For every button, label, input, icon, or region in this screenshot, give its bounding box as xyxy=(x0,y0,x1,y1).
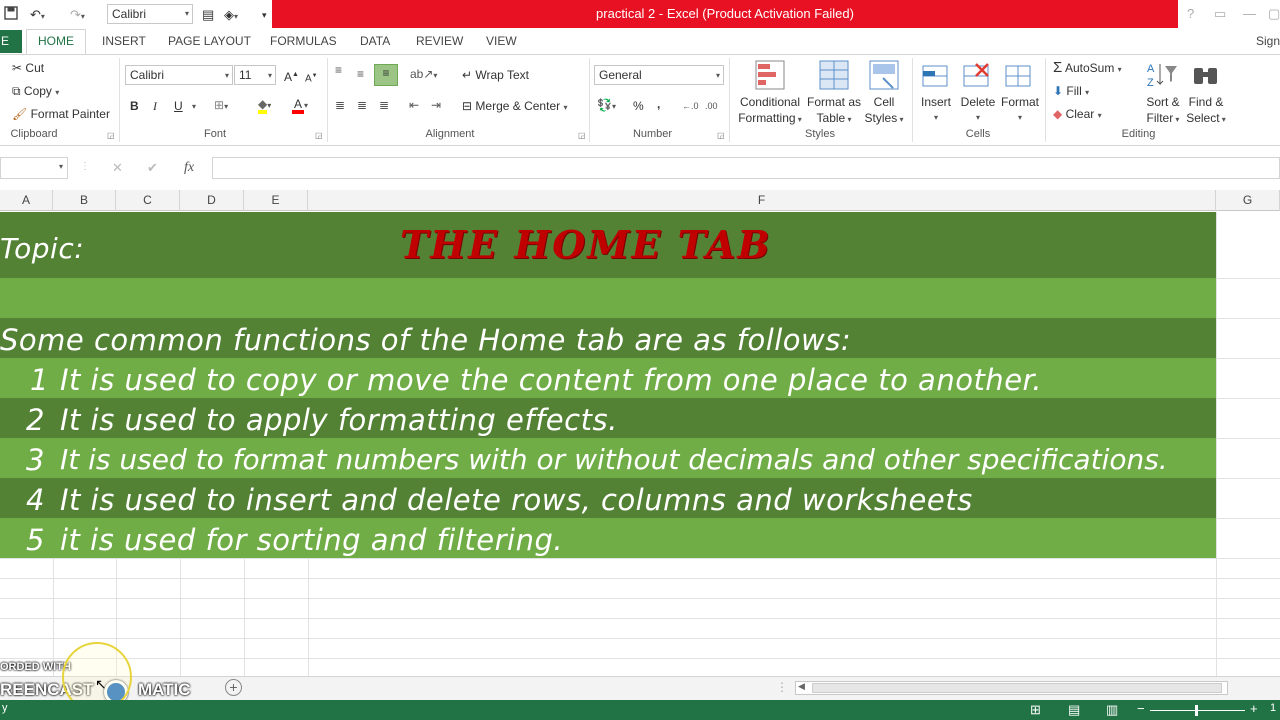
editing-group-label: Editing xyxy=(1121,128,1156,140)
conditional-formatting-label: Conditional xyxy=(739,95,801,109)
merge-center-label: Merge & Center xyxy=(475,99,561,113)
window-title: practical 2 - Excel (Product Activation Failed) xyxy=(272,0,1178,28)
svg-text:A: A xyxy=(1147,63,1155,75)
gridline xyxy=(0,618,1280,619)
font-name-combo[interactable]: Calibri ▾ xyxy=(125,65,233,85)
number-format-value: General xyxy=(599,68,642,82)
copy-label: Copy xyxy=(23,84,52,98)
status-text: y xyxy=(2,702,8,714)
mouse-cursor-icon: ↖ xyxy=(95,676,107,692)
find-select-label: Find & xyxy=(1188,95,1224,109)
delete-cells-icon xyxy=(962,60,992,93)
wrap-text-icon: ↵ xyxy=(462,68,473,82)
enter-icon[interactable]: ✔ xyxy=(147,160,158,175)
grow-font-button[interactable]: A▲ xyxy=(284,70,299,84)
insert-cells-button[interactable]: Insert ▾ xyxy=(914,94,958,126)
column-header-g[interactable]: G xyxy=(1216,190,1280,211)
sign-in-link[interactable]: Sign xyxy=(1256,34,1280,48)
autosum-label: AutoSum xyxy=(1064,61,1115,75)
dialog-launcher-icon[interactable]: ◲ xyxy=(717,131,725,140)
shrink-font-button[interactable]: A▼ xyxy=(305,73,318,85)
tab-formulas[interactable]: FORMULAS xyxy=(270,34,337,48)
insert-function-icon[interactable]: fx xyxy=(184,160,195,175)
cell-styles-icon xyxy=(869,60,901,95)
dialog-launcher-icon[interactable]: ◲ xyxy=(578,131,586,140)
tab-insert[interactable]: INSERT xyxy=(102,34,146,48)
tab-view[interactable]: VIEW xyxy=(486,34,517,48)
font-color-button[interactable]: A ▾ xyxy=(292,96,308,114)
decrease-decimal-icon[interactable]: .00 xyxy=(705,101,718,111)
clear-button[interactable]: ◆ Clear ▾ xyxy=(1053,107,1102,121)
blank-row[interactable] xyxy=(0,278,1216,318)
fill-label: Fill xyxy=(1066,84,1082,98)
orientation-icon[interactable]: ab↗▾ xyxy=(410,67,438,81)
item-text: It is used to format numbers with or without decimals and other specifications. xyxy=(60,443,1168,476)
column-header-d[interactable]: D xyxy=(180,190,244,211)
watermark-line2: REENCAST xyxy=(0,680,94,699)
column-header-f[interactable]: F xyxy=(308,190,1216,211)
dialog-launcher-icon[interactable]: ◲ xyxy=(107,131,115,140)
gridline xyxy=(0,638,1280,639)
watermark-line1: ORDED WITH xyxy=(0,661,71,673)
copy-icon: ⧉ xyxy=(12,84,21,98)
wrap-text-button[interactable] xyxy=(462,67,529,83)
column-header-e[interactable]: E xyxy=(244,190,308,211)
accounting-icon[interactable]: 💱▾ xyxy=(597,98,616,112)
scroll-thumb[interactable] xyxy=(812,683,1222,693)
tab-review[interactable]: REVIEW xyxy=(416,34,464,48)
gridline xyxy=(1216,438,1280,439)
format-as-table-button[interactable]: Format as Table ▾ xyxy=(806,95,861,125)
watermark-line3: MATIC xyxy=(138,680,191,699)
divider xyxy=(327,58,328,142)
binoculars-icon xyxy=(1191,60,1221,93)
page-break-view-icon[interactable]: ▥ xyxy=(1106,702,1119,717)
item-text: It is used to insert and delete rows, columns and worksheets xyxy=(60,483,973,517)
zoom-level[interactable]: 1 xyxy=(1270,702,1277,714)
wrap-text-label: Wrap Text xyxy=(475,68,529,82)
number-group-label: Number xyxy=(632,128,673,140)
clear-label: Clear xyxy=(1065,107,1095,121)
item-number: 5 xyxy=(26,523,45,557)
conditional-formatting-label-2: Formatting xyxy=(738,111,796,125)
sort-filter-icon xyxy=(1147,60,1179,93)
tab-file[interactable]: E xyxy=(0,30,22,53)
increase-indent-icon[interactable]: ⇥ xyxy=(431,98,442,112)
shapes-icon[interactable]: ◈▾ xyxy=(224,7,239,22)
percent-button[interactable]: % xyxy=(633,99,644,113)
format-cells-icon xyxy=(1004,60,1034,93)
eraser-icon: ◆ xyxy=(1053,107,1063,121)
column-header-c[interactable]: C xyxy=(116,190,180,211)
alignment-group-label: Alignment xyxy=(425,128,475,140)
paint-bucket-icon: ◆ xyxy=(258,98,267,114)
paste-icon[interactable]: ▤ xyxy=(202,7,215,22)
insert-cells-label: Insert xyxy=(920,95,951,109)
sort-filter-label: Sort & xyxy=(1146,95,1180,109)
gridline xyxy=(1216,212,1217,676)
formula-bar-dots: ⋮ xyxy=(80,161,90,172)
align-right-icon[interactable]: ≣ xyxy=(379,98,390,112)
page-layout-view-icon[interactable]: ▤ xyxy=(1068,702,1081,717)
cell-styles-label: Cell xyxy=(873,95,895,109)
gridline xyxy=(1216,358,1280,359)
status-bar xyxy=(0,700,1280,720)
fill-button[interactable]: ⬇ Fill ▾ xyxy=(1053,84,1090,98)
sort-filter-label-2: Filter xyxy=(1146,111,1174,125)
horizontal-scrollbar[interactable] xyxy=(795,681,1228,695)
align-middle-icon[interactable]: ≡ xyxy=(357,67,365,81)
item-number: 3 xyxy=(26,443,45,477)
font-group-label: Font xyxy=(203,128,226,140)
gridline xyxy=(0,558,1280,559)
topic-label: Topic: xyxy=(0,232,85,265)
gridline xyxy=(1216,518,1280,519)
fill-color-button[interactable]: ◆▾ xyxy=(258,96,271,114)
gridline xyxy=(1216,318,1280,319)
ribbon-display-icon[interactable]: ▭ xyxy=(1214,6,1227,21)
scissors-icon: ✂ xyxy=(12,61,23,75)
gridline xyxy=(1216,398,1280,399)
column-header-b[interactable]: B xyxy=(53,190,116,211)
delete-cells-button[interactable]: Delete ▾ xyxy=(956,94,1000,126)
bold-button[interactable]: B xyxy=(130,99,139,113)
underline-dropdown-icon[interactable]: ▾ xyxy=(192,102,197,111)
font-size-value: 11 xyxy=(239,68,252,82)
tab-home[interactable]: HOME xyxy=(26,29,86,55)
gridline xyxy=(308,558,309,676)
name-box[interactable]: ▾ xyxy=(0,157,68,179)
customize-qa-icon[interactable]: ▾ xyxy=(262,10,267,20)
item-text: It is used to copy or move the content from one place to another. xyxy=(60,363,1043,397)
grow-font-label: A xyxy=(284,70,293,84)
styles-group-label: Styles xyxy=(805,128,835,140)
borders-icon[interactable]: ⊞▾ xyxy=(214,98,229,112)
cut-button[interactable] xyxy=(12,60,44,76)
font-color-icon: A xyxy=(292,98,304,114)
help-icon[interactable]: ? xyxy=(1187,6,1195,21)
gridline xyxy=(180,558,181,676)
scroll-left-icon[interactable]: ◀ xyxy=(798,681,805,691)
item-text: It is used to apply formatting effects. xyxy=(60,403,618,437)
sigma-icon: Σ xyxy=(1053,59,1063,76)
item-number: 2 xyxy=(26,403,45,437)
normal-view-icon[interactable]: ⊞ xyxy=(1030,702,1041,717)
format-as-table-icon xyxy=(819,60,851,95)
comma-button[interactable]: , xyxy=(657,97,661,111)
autosum-button[interactable]: Σ AutoSum ▾ xyxy=(1053,59,1122,76)
italic-button[interactable]: I xyxy=(153,99,157,113)
cell-styles-button[interactable]: Cell Styles ▾ xyxy=(861,94,907,128)
maximize-icon[interactable]: ▢ xyxy=(1268,6,1280,21)
font-name-value: Calibri xyxy=(130,68,165,82)
align-center-icon[interactable]: ≣ xyxy=(357,98,368,112)
dialog-launcher-icon[interactable]: ◲ xyxy=(315,131,323,140)
underline-button[interactable]: U xyxy=(174,99,183,113)
splitter-icon[interactable]: ⋮ xyxy=(776,680,788,694)
column-header-a[interactable]: A xyxy=(0,190,53,211)
cut-label: Cut xyxy=(25,61,45,75)
copy-button[interactable]: ⧉ Copy ▾ xyxy=(12,84,60,98)
sort-filter-button[interactable]: Sort & Filter ▾ xyxy=(1141,94,1185,128)
format-painter-button[interactable] xyxy=(12,106,110,122)
align-left-icon[interactable]: ≣ xyxy=(335,98,346,112)
insert-cells-icon xyxy=(921,60,951,93)
find-select-button[interactable]: Find & Select ▾ xyxy=(1184,94,1228,128)
font-size-combo[interactable]: 11 ▾ xyxy=(234,65,276,85)
item-text: it is used for sorting and filtering. xyxy=(60,523,564,557)
tab-page-layout[interactable]: PAGE LAYOUT xyxy=(168,34,251,48)
increase-decimal-icon[interactable]: ←.0 xyxy=(682,101,699,111)
fill-down-icon: ⬇ xyxy=(1053,84,1064,98)
item-number: 4 xyxy=(26,483,45,517)
cell-styles-label-2: Styles xyxy=(864,111,898,125)
zoom-in-button[interactable]: + xyxy=(1250,701,1258,716)
quick-font-combo[interactable]: Calibri ▾ xyxy=(107,4,193,24)
format-as-table-label: Format as xyxy=(806,95,861,109)
decrease-indent-icon[interactable]: ⇤ xyxy=(409,98,420,112)
align-bottom-icon[interactable]: ≡ xyxy=(374,64,398,86)
zoom-out-button[interactable]: − xyxy=(1137,701,1145,716)
sheet-title: THE HOME TAB xyxy=(400,222,772,267)
align-top-icon[interactable]: ≡ xyxy=(335,63,343,77)
merge-icon: ⊟ xyxy=(462,99,473,113)
gridline xyxy=(0,598,1280,599)
svg-text:Z: Z xyxy=(1147,77,1154,89)
gridline xyxy=(1216,278,1280,279)
new-sheet-icon[interactable]: + xyxy=(225,679,242,696)
merge-center-button[interactable]: ⊟ Merge & Center ▾ xyxy=(462,99,568,113)
cancel-icon[interactable]: ✕ xyxy=(112,160,123,175)
gridline xyxy=(1216,478,1280,479)
gridline xyxy=(0,578,1280,579)
undo-icon[interactable]: ↶▾ xyxy=(30,7,45,22)
format-as-table-label-2: Table xyxy=(816,111,846,125)
gridline xyxy=(244,558,245,676)
quick-font-value: Calibri xyxy=(112,7,147,21)
item-number: 1 xyxy=(30,363,49,397)
gridline xyxy=(0,658,1280,659)
tab-data[interactable]: DATA xyxy=(360,34,391,48)
format-cells-label: Format xyxy=(1000,95,1039,109)
formula-input[interactable] xyxy=(212,157,1280,179)
intro-text: Some common functions of the Home tab are as follows: xyxy=(0,323,852,357)
zoom-slider-thumb[interactable] xyxy=(1195,705,1198,716)
clipboard-group-label: Clipboard xyxy=(10,128,58,140)
format-painter-label: Format Painter xyxy=(30,107,110,121)
cells-group-label: Cells xyxy=(965,128,991,140)
shrink-font-label: A xyxy=(305,73,312,85)
format-cells-button[interactable]: Format ▾ xyxy=(998,94,1042,126)
conditional-formatting-button[interactable]: Conditional Formatting ▾ xyxy=(738,95,802,125)
minimize-icon[interactable]: — xyxy=(1243,6,1256,21)
paintbrush-icon: 🖌 xyxy=(12,107,28,121)
number-format-combo[interactable]: General ▾ xyxy=(594,65,724,85)
find-select-label-2: Select xyxy=(1186,111,1220,125)
conditional-formatting-icon xyxy=(755,60,787,95)
delete-cells-label: Delete xyxy=(960,95,996,109)
gridline xyxy=(53,558,54,676)
save-icon[interactable] xyxy=(4,6,18,24)
redo-icon[interactable]: ↷▾ xyxy=(70,7,85,22)
